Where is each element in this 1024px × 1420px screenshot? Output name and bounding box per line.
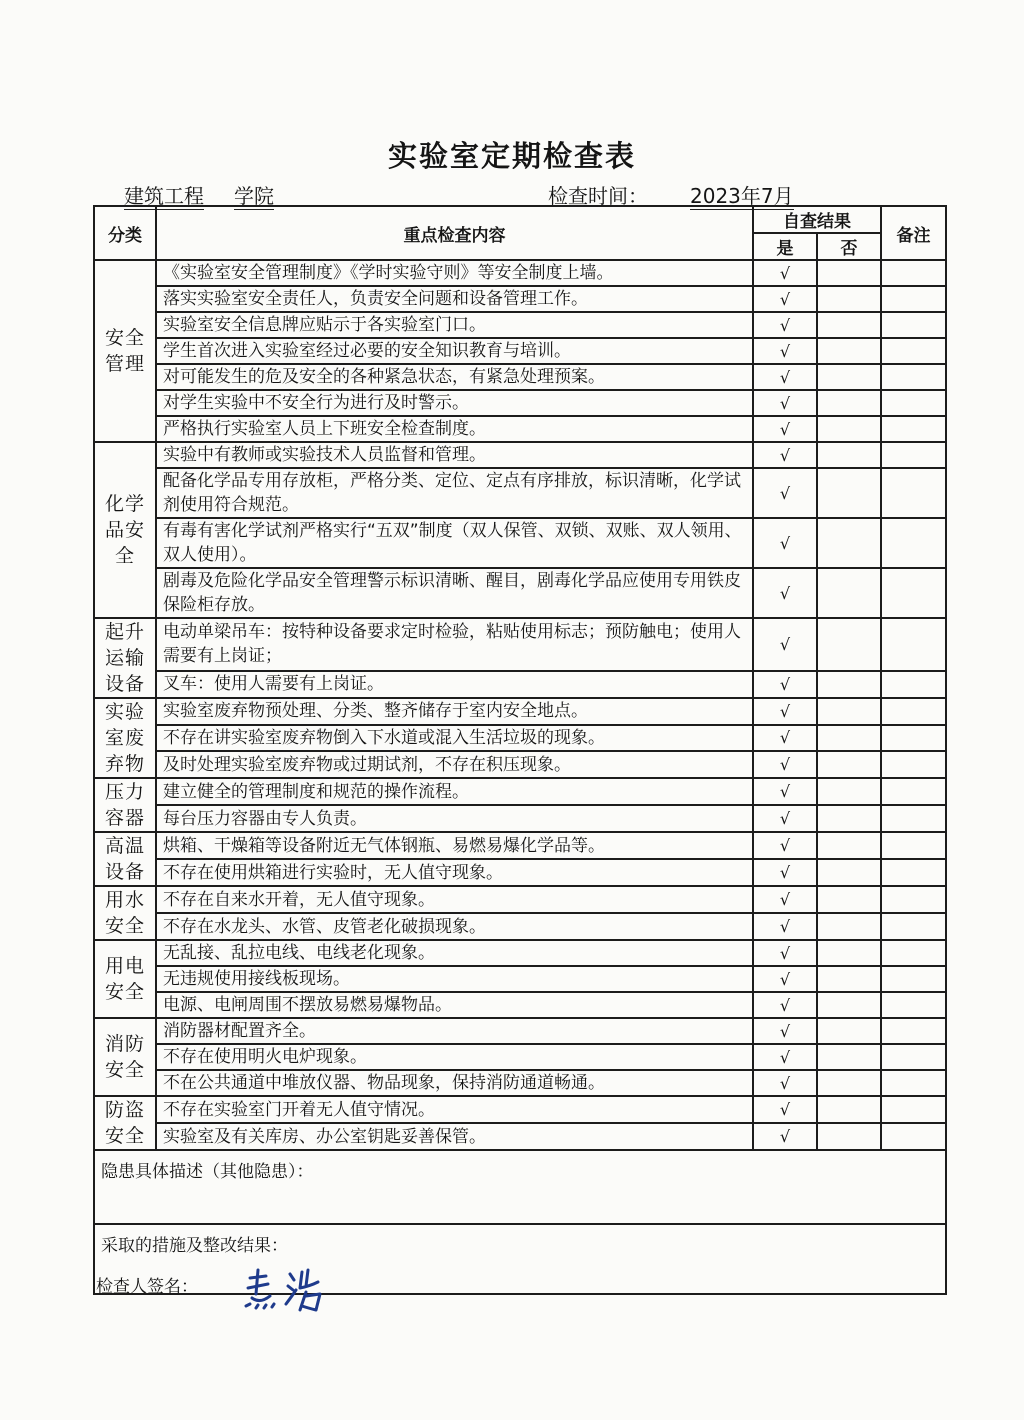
- table-row: [94, 778, 946, 805]
- check-item: 电动单梁吊车：按特种设备要求定时检验，粘贴使用标志；预防触电；使用人需要有上岗证；: [156, 618, 753, 671]
- category-cell: 压力容器: [94, 778, 156, 832]
- note-cell[interactable]: [881, 416, 946, 442]
- note-cell[interactable]: [881, 1070, 946, 1096]
- no-cell[interactable]: [817, 286, 881, 312]
- header-no: 否: [817, 233, 881, 260]
- check-item: 实验室及有关库房、办公室钥匙妥善保管。: [156, 1123, 753, 1150]
- check-item: 有毒有害化学试剂严格实行“五双”制度（双人保管、双锁、双账、双人领用、双人使用）。: [156, 518, 753, 568]
- yes-check-mark[interactable]: √: [753, 940, 817, 966]
- table-row: [94, 671, 946, 698]
- note-cell[interactable]: [881, 260, 946, 286]
- yes-check-mark[interactable]: √: [753, 913, 817, 940]
- no-cell[interactable]: [817, 913, 881, 940]
- note-cell[interactable]: [881, 698, 946, 725]
- table-row: [94, 338, 946, 364]
- table-row: [94, 364, 946, 390]
- hazards-field[interactable]: 隐患具体描述（其他隐患）：: [94, 1150, 946, 1224]
- note-cell[interactable]: [881, 805, 946, 832]
- yes-check-mark[interactable]: √: [753, 442, 817, 468]
- handwritten-signature: [236, 1260, 356, 1320]
- category-cell: 安全管理: [94, 260, 156, 442]
- check-item: 不存在使用明火电炉现象。: [156, 1044, 753, 1070]
- table-row: [94, 966, 946, 992]
- check-item: 剧毒及危险化学品安全管理警示标识清晰、醒目，剧毒化学品应使用专用铁皮保险柜存放。: [156, 568, 753, 618]
- no-cell[interactable]: [817, 751, 881, 778]
- no-cell[interactable]: [817, 312, 881, 338]
- yes-check-mark[interactable]: √: [753, 1070, 817, 1096]
- note-cell[interactable]: [881, 1096, 946, 1123]
- department-name: 建筑工程: [124, 184, 204, 208]
- yes-check-mark[interactable]: √: [753, 618, 817, 671]
- check-item: 《实验室安全管理制度》《学时实验守则》等安全制度上墙。: [156, 260, 753, 286]
- page-title: 实验室定期检查表: [387, 139, 636, 173]
- no-cell[interactable]: [817, 1070, 881, 1096]
- table-row: [94, 859, 946, 886]
- check-item: 无违规使用接线板现场。: [156, 966, 753, 992]
- note-cell[interactable]: [881, 886, 946, 913]
- note-cell[interactable]: [881, 338, 946, 364]
- inspection-table: [93, 205, 947, 1295]
- category-cell: 实验室废弃物: [94, 698, 156, 778]
- table-row: [94, 1018, 946, 1044]
- check-item: 及时处理实验室废弃物或过期试剂，不存在积压现象。: [156, 751, 753, 778]
- no-cell[interactable]: [817, 725, 881, 752]
- check-item: 不在公共通道中堆放仪器、物品现象，保持消防通道畅通。: [156, 1070, 753, 1096]
- table-row: [94, 751, 946, 778]
- yes-check-mark[interactable]: √: [753, 416, 817, 442]
- note-cell[interactable]: [881, 568, 946, 618]
- yes-check-mark[interactable]: √: [753, 390, 817, 416]
- check-item: 不存在自来水开着，无人值守现象。: [156, 886, 753, 913]
- no-cell[interactable]: [817, 832, 881, 859]
- check-item: 无乱接、乱拉电线、电线老化现象。: [156, 940, 753, 966]
- table-row: [94, 805, 946, 832]
- note-cell[interactable]: [881, 518, 946, 568]
- check-item: 建立健全的管理制度和规范的操作流程。: [156, 778, 753, 805]
- note-cell[interactable]: [881, 442, 946, 468]
- table-row: [94, 468, 946, 518]
- inspection-date-value: 2023年7月: [690, 184, 794, 208]
- table-row: [94, 286, 946, 312]
- signer-label: 检查人签名：: [96, 1277, 198, 1297]
- check-item: 对学生实验中不安全行为进行及时警示。: [156, 390, 753, 416]
- measures-field[interactable]: 采取的措施及整改结果：: [94, 1224, 946, 1294]
- note-cell[interactable]: [881, 751, 946, 778]
- table-row: [94, 1070, 946, 1096]
- note-cell[interactable]: [881, 671, 946, 698]
- yes-check-mark[interactable]: √: [753, 1096, 817, 1123]
- table-row: [94, 568, 946, 618]
- note-cell[interactable]: [881, 913, 946, 940]
- category-cell: 防盗安全: [94, 1096, 156, 1150]
- yes-check-mark[interactable]: √: [753, 859, 817, 886]
- inspection-date-label: 检查时间：: [548, 184, 648, 208]
- header-note: 备注: [881, 206, 946, 260]
- table-row: [94, 913, 946, 940]
- note-cell[interactable]: [881, 390, 946, 416]
- note-cell[interactable]: [881, 312, 946, 338]
- header-result: 自查结果: [753, 206, 881, 233]
- check-item: 不存在讲实验室废弃物倒入下水道或混入生活垃圾的现象。: [156, 725, 753, 752]
- no-cell[interactable]: [817, 940, 881, 966]
- table-row: [94, 618, 946, 671]
- yes-check-mark[interactable]: √: [753, 1018, 817, 1044]
- yes-check-mark[interactable]: √: [753, 364, 817, 390]
- yes-check-mark[interactable]: √: [753, 886, 817, 913]
- check-item: 烘箱、干燥箱等设备附近无气体钢瓶、易燃易爆化学品等。: [156, 832, 753, 859]
- yes-check-mark[interactable]: √: [753, 778, 817, 805]
- yes-check-mark[interactable]: √: [753, 338, 817, 364]
- header-yes: 是: [753, 233, 817, 260]
- no-cell[interactable]: [817, 390, 881, 416]
- no-cell[interactable]: [817, 260, 881, 286]
- table-row: [94, 832, 946, 859]
- check-item: 叉车：使用人需要有上岗证。: [156, 671, 753, 698]
- yes-check-mark[interactable]: √: [753, 518, 817, 568]
- category-cell: 用水安全: [94, 886, 156, 940]
- note-cell[interactable]: [881, 778, 946, 805]
- note-cell[interactable]: [881, 832, 946, 859]
- check-item: 学生首次进入实验室经过必要的安全知识教育与培训。: [156, 338, 753, 364]
- yes-check-mark[interactable]: √: [753, 286, 817, 312]
- yes-check-mark[interactable]: √: [753, 832, 817, 859]
- yes-check-mark[interactable]: √: [753, 468, 817, 518]
- note-cell[interactable]: [881, 468, 946, 518]
- note-cell[interactable]: [881, 364, 946, 390]
- no-cell[interactable]: [817, 778, 881, 805]
- note-cell[interactable]: [881, 940, 946, 966]
- no-cell[interactable]: [817, 671, 881, 698]
- table-row: [94, 992, 946, 1018]
- yes-check-mark[interactable]: √: [753, 260, 817, 286]
- table-row: [94, 725, 946, 752]
- check-item: 不存在使用烘箱进行实验时，无人值守现象。: [156, 859, 753, 886]
- no-cell[interactable]: [817, 805, 881, 832]
- table-row: [94, 1096, 946, 1123]
- yes-check-mark[interactable]: √: [753, 568, 817, 618]
- table-row: [94, 312, 946, 338]
- check-item: 严格执行实验室人员上下班安全检查制度。: [156, 416, 753, 442]
- table-row: [94, 886, 946, 913]
- category-cell: 消防安全: [94, 1018, 156, 1096]
- yes-check-mark[interactable]: √: [753, 671, 817, 698]
- check-item: 对可能发生的危及安全的各种紧急状态，有紧急处理预案。: [156, 364, 753, 390]
- check-item: 配备化学品专用存放柜，严格分类、定位、定点有序排放，标识清晰，化学试剂使用符合规范。: [156, 468, 753, 518]
- check-item: 落实实验室安全责任人，负责安全问题和设备管理工作。: [156, 286, 753, 312]
- no-cell[interactable]: [817, 859, 881, 886]
- yes-check-mark[interactable]: √: [753, 1123, 817, 1150]
- header-content: 重点检查内容: [156, 206, 753, 260]
- check-item: 每台压力容器由专人负责。: [156, 805, 753, 832]
- table-row: [94, 698, 946, 725]
- header-category: 分类: [94, 206, 156, 260]
- check-item: 实验室废弃物预处理、分类、整齐储存于室内安全地点。: [156, 698, 753, 725]
- table-row: [94, 442, 946, 468]
- no-cell[interactable]: [817, 992, 881, 1018]
- no-cell[interactable]: [817, 1096, 881, 1123]
- no-cell[interactable]: [817, 442, 881, 468]
- note-cell[interactable]: [881, 725, 946, 752]
- note-cell[interactable]: [881, 1044, 946, 1070]
- table-row: [94, 1044, 946, 1070]
- table-row: [94, 940, 946, 966]
- no-cell[interactable]: [817, 618, 881, 671]
- check-item: 消防器材配置齐全。: [156, 1018, 753, 1044]
- note-cell[interactable]: [881, 286, 946, 312]
- yes-check-mark[interactable]: √: [753, 805, 817, 832]
- no-cell[interactable]: [817, 468, 881, 518]
- inspection-table-body: [94, 260, 946, 1150]
- category-cell: 用电安全: [94, 940, 156, 1018]
- no-cell[interactable]: [817, 568, 881, 618]
- yes-check-mark[interactable]: √: [753, 1044, 817, 1070]
- no-cell[interactable]: [817, 338, 881, 364]
- check-item: 不存在实验室门开着无人值守情况。: [156, 1096, 753, 1123]
- category-cell: 起升运输设备: [94, 618, 156, 698]
- check-item: 实验室安全信息牌应贴示于各实验室门口。: [156, 312, 753, 338]
- department-suffix: 学院: [234, 184, 274, 208]
- note-cell[interactable]: [881, 1018, 946, 1044]
- no-cell[interactable]: [817, 1044, 881, 1070]
- note-cell[interactable]: [881, 1123, 946, 1150]
- yes-check-mark[interactable]: √: [753, 966, 817, 992]
- yes-check-mark[interactable]: √: [753, 312, 817, 338]
- table-row: [94, 260, 946, 286]
- category-cell: 化学品安全: [94, 442, 156, 618]
- note-cell[interactable]: [881, 859, 946, 886]
- no-cell[interactable]: [817, 698, 881, 725]
- category-cell: 高温设备: [94, 832, 156, 886]
- no-cell[interactable]: [817, 1123, 881, 1150]
- no-cell[interactable]: [817, 966, 881, 992]
- table-row: [94, 518, 946, 568]
- no-cell[interactable]: [817, 518, 881, 568]
- check-item: 不存在水龙头、水管、皮管老化破损现象。: [156, 913, 753, 940]
- no-cell[interactable]: [817, 886, 881, 913]
- no-cell[interactable]: [817, 1018, 881, 1044]
- yes-check-mark[interactable]: √: [753, 725, 817, 752]
- table-row: [94, 1123, 946, 1150]
- note-cell[interactable]: [881, 618, 946, 671]
- table-row: [94, 416, 946, 442]
- table-row: [94, 390, 946, 416]
- yes-check-mark[interactable]: √: [753, 751, 817, 778]
- no-cell[interactable]: [817, 364, 881, 390]
- no-cell[interactable]: [817, 416, 881, 442]
- yes-check-mark[interactable]: √: [753, 698, 817, 725]
- yes-check-mark[interactable]: √: [753, 992, 817, 1018]
- note-cell[interactable]: [881, 966, 946, 992]
- note-cell[interactable]: [881, 992, 946, 1018]
- check-item: 实验中有教师或实验技术人员监督和管理。: [156, 442, 753, 468]
- check-item: 电源、电闸周围不摆放易燃易爆物品。: [156, 992, 753, 1018]
